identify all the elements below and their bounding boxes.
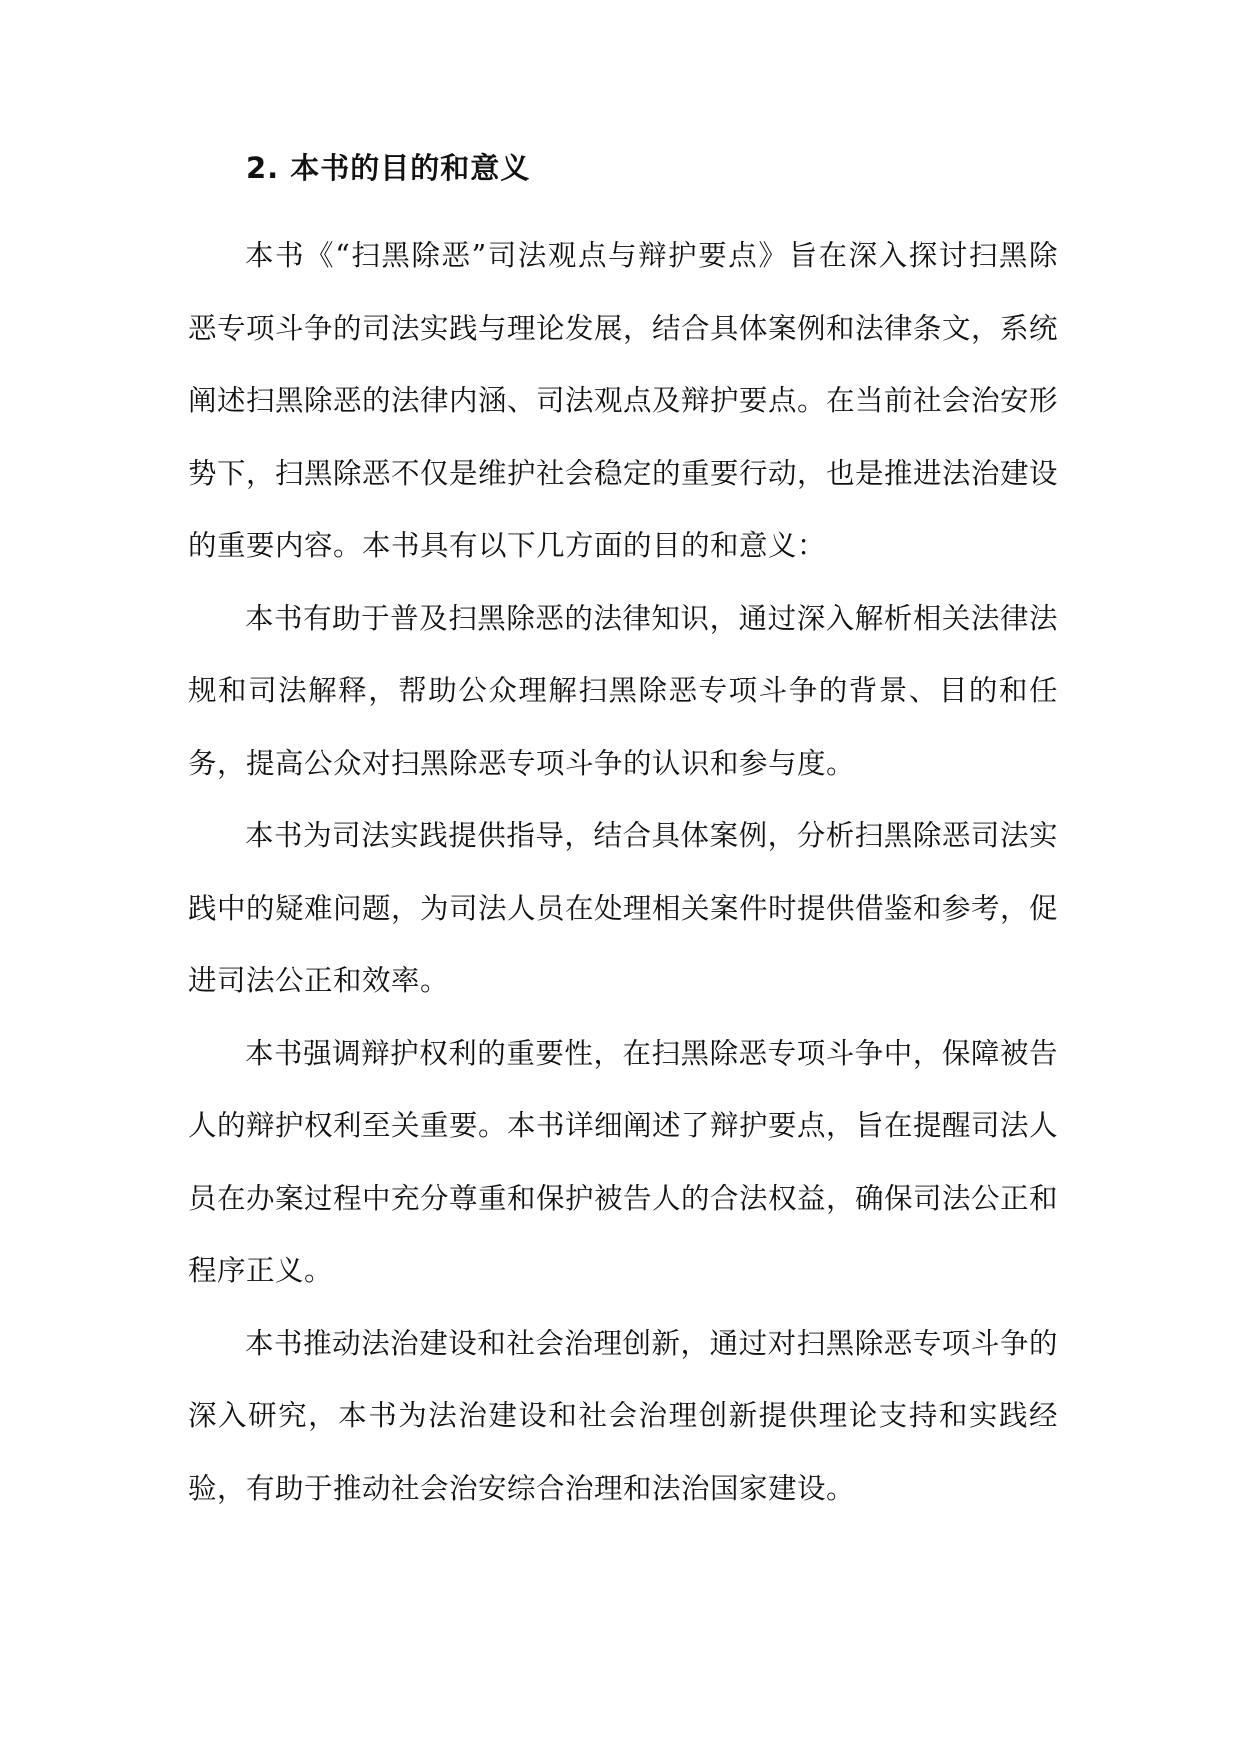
section-heading: 2. 本书的目的和意义	[246, 151, 531, 185]
paragraph-intro: 本书《“扫黑除恶”司法观点与辩护要点》旨在深入探讨扫黑除恶专项斗争的司法实践与理论发展，结合具体案例和法律条文，系统阐述扫黑除恶的法律内涵、司法观点及辩护要点。在当前社会治安形势下，扫黑除恶不仅是维护社会稳定的重要行动，也是推进法治建设的重要内容。本书具有以下几方面的目的和意义：	[188, 239, 1059, 562]
body-text	[188, 220, 1058, 1525]
paragraph-defense-rights: 本书强调辩护权利的重要性，在扫黑除恶专项斗争中，保障被告人的辩护权利至关重要。本书详细阐述了辩护要点，旨在提醒司法人员在办案过程中充分尊重和保护被告人的合法权益，确保司法公正和程序正义。	[188, 1036, 1059, 1287]
paragraph-judicial-practice: 本书为司法实践提供指导，结合具体案例，分析扫黑除恶司法实践中的疑难问题，为司法人员在处理相关案件时提供借鉴和参考，促进司法公正和效率。	[188, 819, 1059, 997]
paragraph-legal-knowledge: 本书有助于普及扫黑除恶的法律知识，通过深入解析相关法律法规和司法解释，帮助公众理解扫黑除恶专项斗争的背景、目的和任务，提高公众对扫黑除恶专项斗争的认识和参与度。	[188, 601, 1058, 780]
paragraph-rule-of-law: 本书推动法治建设和社会治理创新，通过对扫黑除恶专项斗争的深入研究，本书为法治建设和社会治理创新提供理论支持和实践经验，有助于推动社会治安综合治理和法治国家建设。	[188, 1326, 1058, 1505]
